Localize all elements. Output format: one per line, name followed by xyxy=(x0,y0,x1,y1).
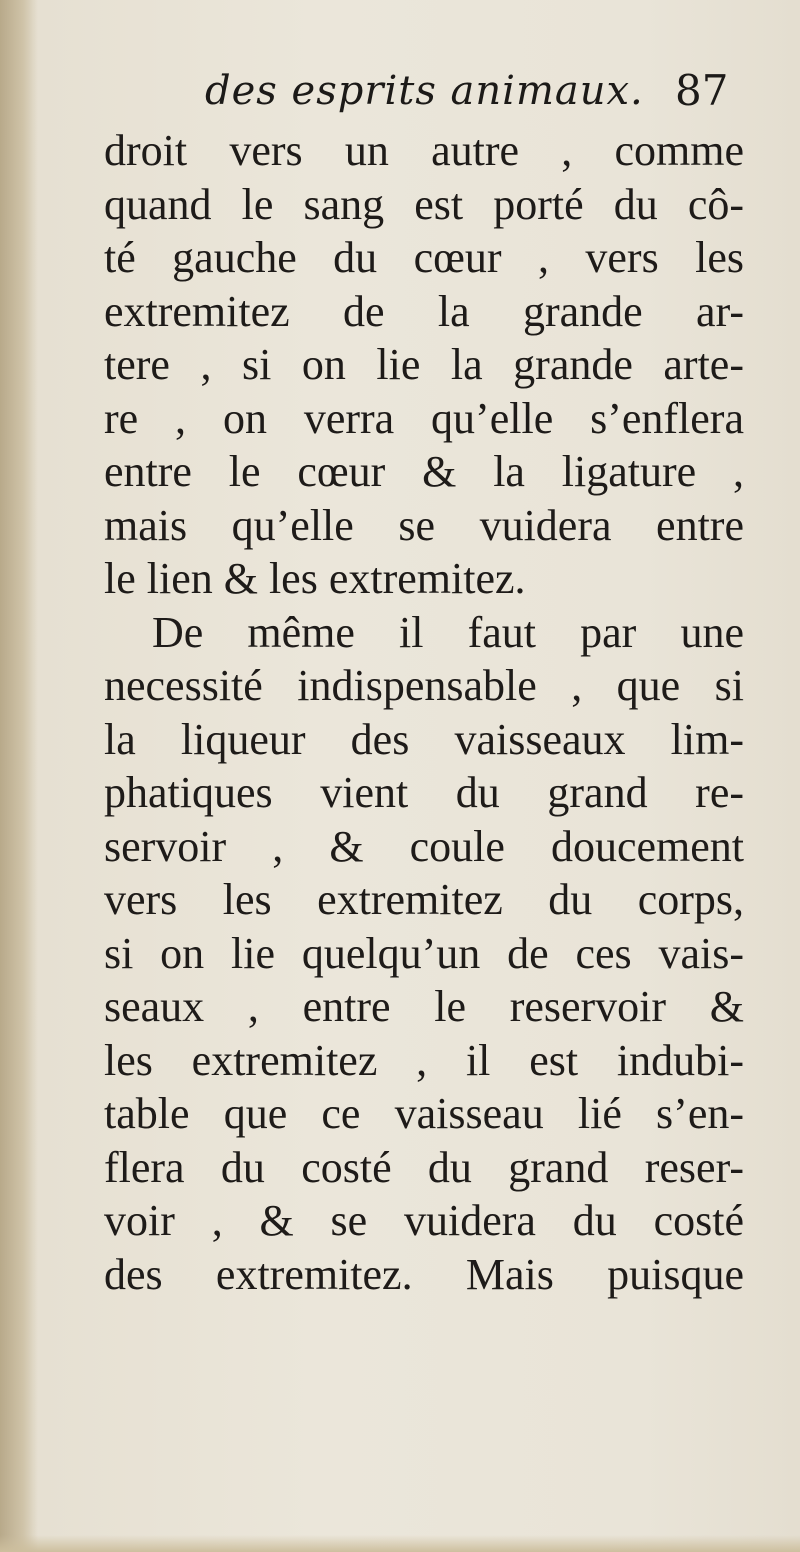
text-line: té gauche du cœur , vers les xyxy=(104,233,744,282)
text-line: De même il faut par une xyxy=(152,607,744,657)
body-text xyxy=(104,124,744,1301)
text-line: voir , & se vuidera du costé xyxy=(104,1196,744,1245)
text-line: table que ce vaisseau lié s’en- xyxy=(104,1089,744,1138)
page-gutter xyxy=(0,0,38,1552)
text-line: quand le sang est porté du cô- xyxy=(104,179,744,229)
text-line: la liqueur des vaisseaux lim- xyxy=(104,714,744,764)
text-line: les extremitez , il est indubi- xyxy=(104,1035,744,1085)
text-line: tere , si on lie la grande arte- xyxy=(104,340,744,389)
text-line: entre le cœur & la ligature , xyxy=(104,447,744,496)
text-line: vers les extremitez du corps, xyxy=(104,875,744,924)
text-line: des extremitez. Mais puisque xyxy=(104,1249,744,1299)
paragraph-1 xyxy=(104,124,744,606)
text-line: seaux , entre le reservoir & xyxy=(104,982,744,1031)
page-number: 87 xyxy=(675,66,729,115)
text-line: si on lie quelqu’un de ces vais- xyxy=(104,928,744,978)
text-line: necessité indispensable , que si xyxy=(104,661,744,710)
paragraph-2 xyxy=(104,606,744,1302)
text-line: servoir , & coule doucement xyxy=(104,821,744,871)
text-line: extremitez de la grande ar- xyxy=(104,286,744,336)
text-line: le lien & les extremitez. xyxy=(104,554,526,603)
page-bottom-edge xyxy=(0,1535,800,1552)
text-line: mais qu’elle se vuidera entre xyxy=(104,500,744,550)
text-line: re , on verra qu’elle s’enflera xyxy=(104,393,744,443)
text-line: flera du costé du grand reser- xyxy=(104,1142,744,1192)
running-head-title: des esprits animaux. xyxy=(205,68,644,114)
text-line: phatiques vient du grand re- xyxy=(104,768,744,817)
text-line: droit vers un autre , comme xyxy=(104,126,744,175)
running-head xyxy=(205,62,765,122)
